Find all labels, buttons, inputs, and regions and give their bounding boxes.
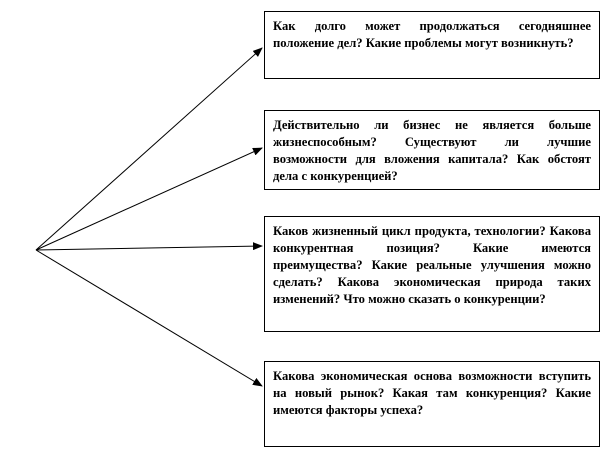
arrow-to-box-4 [36, 250, 262, 386]
arrow-to-box-3 [36, 246, 262, 250]
question-box-3 [264, 216, 600, 332]
question-box-2-text: Действительно ли бизнес не является больше жизнеспособным? Существуют ли лучшие возможности для вложения капитала? Как обстоят дела с конкуренцией? [273, 118, 591, 183]
question-box-3-text: Каков жизненный цикл продукта, технологии? Какова конкурентная позиция? Какие имеются преимущества? Какие реальные улучшения можно сделать? Какова экономическая природа таких изменений? Что можно сказать о конкуренции? [273, 224, 591, 306]
arrow-to-box-2 [36, 148, 262, 250]
question-box-2 [264, 110, 600, 190]
question-box-4 [264, 361, 600, 447]
question-box-4-text: Какова экономическая основа возможности вступить на новый рынок? Какая там конкуренция? Какие имеются факторы успеха? [273, 369, 591, 417]
arrow-to-box-1 [36, 48, 262, 250]
question-box-1 [264, 11, 600, 79]
question-box-1-text: Как долго может продолжаться сегодняшнее положение дел? Какие проблемы могут возникнуть? [273, 19, 591, 50]
